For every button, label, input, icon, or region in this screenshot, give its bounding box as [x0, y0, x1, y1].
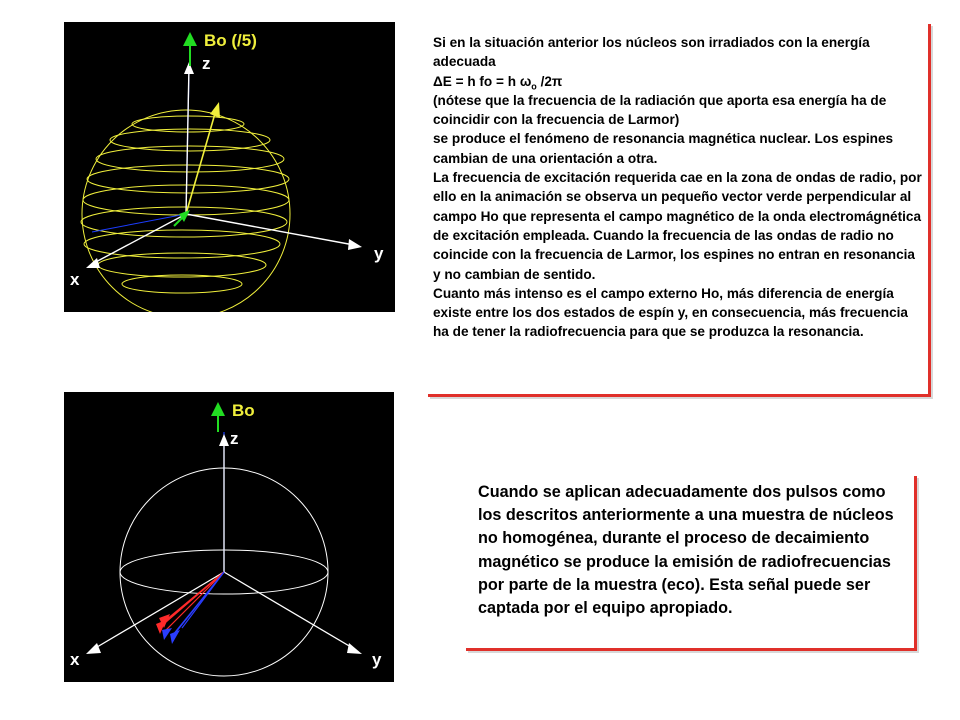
bo-field-arrowhead [211, 402, 225, 416]
text-line: La frecuencia de excitación requerida cae en la zona de ondas de radio, por ello en la animación se observa un pequeño vector verde perpendicular al campo Ho que representa el campo magnético de la onda electromágnética de excitación empleada. Cuando la frecuencia de las ondas de radio no coincide con la frecuencia de Larmor, los espines no entran en resonancia y no cambian de sentido. [433, 170, 922, 282]
y-axis-label: y [374, 244, 384, 263]
text-line: (nótese que la frecuencia de la radiación que aporta esa energía ha de coincidir con la frecuencia de Larmor) [433, 92, 887, 128]
echo-diagram-svg [64, 392, 394, 682]
z-axis-label: z [202, 54, 211, 73]
spin-vector-red [159, 572, 224, 628]
bo-field-label: Bo [232, 401, 255, 420]
energy-formula [433, 72, 923, 91]
formula-suffix: /2π [536, 73, 563, 89]
z-axis-label: z [230, 429, 239, 448]
y-axis-label: y [372, 650, 382, 669]
x-axis-label: x [70, 270, 80, 289]
precession-diagram-top [64, 22, 395, 312]
formula-subscript: o [531, 81, 537, 92]
text-line: Si en la situación anterior los núcleos son irradiados con la energía adecuada [433, 35, 870, 70]
spin-vector-arrowhead [210, 102, 220, 118]
spin-trajectory [81, 116, 289, 293]
spin-arrowhead-blue [170, 630, 180, 644]
trajectory-loop [122, 275, 242, 293]
bo-field-arrowhead [183, 32, 197, 46]
echo-diagram-bottom [64, 392, 394, 682]
spin-vector-blue [182, 572, 224, 628]
echo-explanation: Cuando se aplican adecuadamente dos pulsos como los descritos anteriormente a una muestra de núcleos no homogénea, durante el proceso de decaimiento magnético se produce la emisión de radiofrecuencias por parte de la muestra (eco). Esta señal puede ser captada por el equipo apropiado. [478, 483, 894, 618]
y-axis-arrowhead [348, 239, 362, 250]
y-axis-arrowhead [347, 643, 362, 654]
text-line: Cuanto más intenso es el campo externo Ho, más diferencia de energía existe entre los dos estados de espín y, en consecuencia, más frecuencia ha de tener la radiofrecuencia para que se produzca la resonancia. [433, 285, 908, 340]
bo-field-label: Bo (/5) [204, 31, 257, 50]
z-axis-arrowhead [219, 434, 229, 446]
spin-vector-fan [156, 572, 224, 644]
equator-line [92, 214, 186, 232]
trajectory-loop [84, 230, 280, 258]
spin-vector [186, 110, 216, 214]
precession-diagram-svg [64, 22, 395, 312]
x-axis-label: x [70, 650, 80, 669]
x-axis [92, 572, 224, 650]
resonance-explanation [433, 33, 923, 342]
text-line: se produce el fenómeno de resonancia magnética nuclear. Los espines cambian de una orientación a otra. [433, 131, 894, 166]
trajectory-loop [98, 253, 266, 277]
y-axis [186, 214, 354, 245]
y-axis [224, 572, 356, 650]
z-axis [186, 66, 189, 214]
x-axis-arrowhead [86, 643, 101, 654]
formula-prefix: ΔE = h fo = h ω [433, 73, 532, 89]
